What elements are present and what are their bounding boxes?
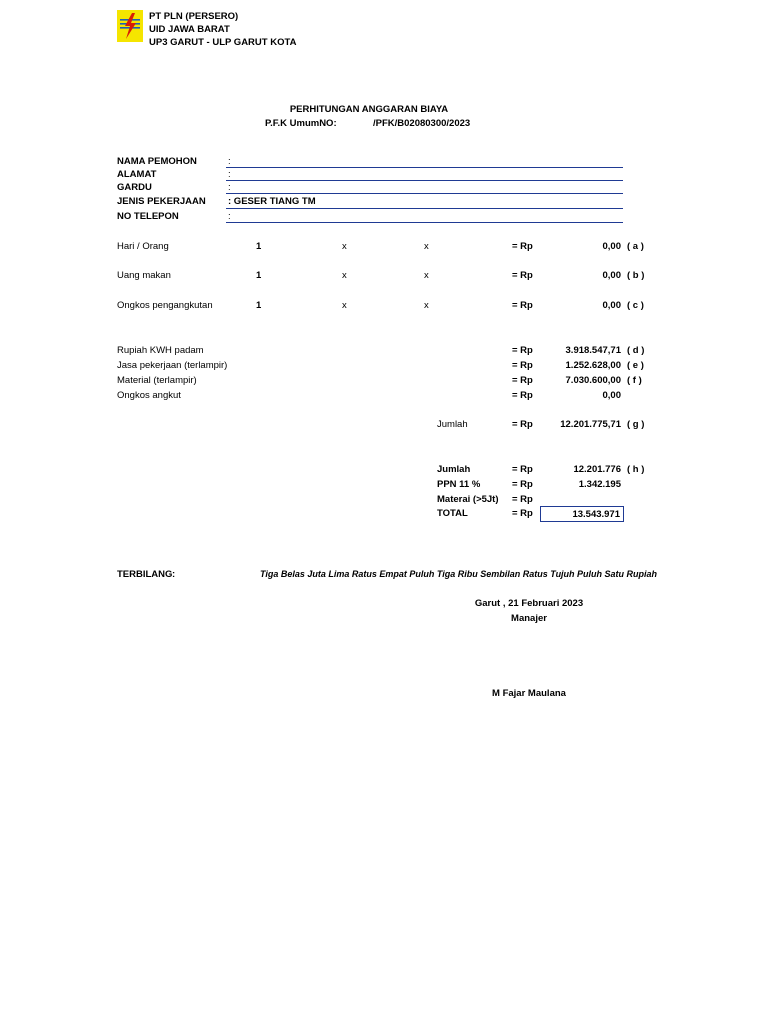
cost-code: ( d ) bbox=[627, 345, 645, 356]
terbilang-label: TERBILANG bbox=[117, 569, 173, 580]
cost-amount: 1.252.628,00 bbox=[565, 360, 621, 371]
job-type-label: JENIS PEKERJAAN bbox=[117, 196, 206, 207]
applicant-name-value: : bbox=[228, 156, 231, 167]
divider bbox=[226, 222, 623, 223]
phone-value: : bbox=[228, 211, 231, 222]
calc-code: ( b ) bbox=[627, 270, 645, 281]
total-eq: = Rp bbox=[512, 508, 533, 519]
pln-lightning-icon bbox=[117, 10, 143, 42]
page-title: PERHITUNGAN ANGGARAN BIAYA bbox=[289, 104, 449, 115]
signer-name: M Fajar Maulana bbox=[492, 688, 566, 699]
divider bbox=[226, 167, 623, 168]
subtotal-eq: = Rp bbox=[512, 419, 533, 430]
summary-label: Jumlah bbox=[437, 464, 471, 475]
calc-label: Ongkos pengangkutan bbox=[117, 300, 213, 311]
calc-multiply: x bbox=[342, 300, 347, 311]
pln-logo bbox=[117, 10, 143, 42]
summary-amount: 12.201.776 bbox=[573, 464, 621, 475]
cost-label: Material (terlampir) bbox=[117, 375, 197, 386]
summary-eq: = Rp bbox=[512, 494, 533, 505]
calc-eq: = Rp bbox=[512, 300, 533, 311]
cost-amount: 0,00 bbox=[602, 390, 621, 401]
pfk-label: P.F.K UmumNO: bbox=[265, 118, 337, 129]
divider bbox=[226, 180, 623, 181]
cost-code: ( e ) bbox=[627, 360, 644, 371]
calc-qty: 1 bbox=[256, 270, 262, 281]
branch-name: UP3 GARUT - ULP GARUT KOTA bbox=[149, 37, 297, 48]
company-name: PT PLN (PERSERO) bbox=[149, 11, 239, 22]
total-amount: 13.543.971 bbox=[540, 506, 624, 522]
calc-label: Hari / Orang bbox=[117, 241, 169, 252]
divider bbox=[226, 208, 623, 209]
applicant-name-label: NAMA PEMOHON bbox=[117, 156, 197, 167]
calc-amount: 0,00 bbox=[602, 241, 621, 252]
calc-qty: 1 bbox=[256, 241, 262, 252]
calc-amount: 0,00 bbox=[602, 270, 621, 281]
cost-label: Ongkos angkut bbox=[117, 390, 181, 401]
subtotal-amount: 12.201.775,71 bbox=[560, 419, 621, 430]
cost-code: ( f ) bbox=[627, 375, 642, 386]
address-value: : bbox=[228, 169, 231, 180]
signer-position: Manajer bbox=[511, 613, 547, 624]
calc-code: ( c ) bbox=[627, 300, 644, 311]
gardu-value: : bbox=[228, 182, 231, 193]
cost-amount: 7.030.600,00 bbox=[565, 375, 621, 386]
terbilang-colon: : bbox=[172, 569, 176, 580]
summary-amount: 1.342.195 bbox=[578, 479, 621, 490]
cost-eq: = Rp bbox=[512, 375, 533, 386]
job-type-value: : GESER TIANG TM bbox=[228, 196, 316, 207]
summary-label: PPN 11 % bbox=[437, 479, 481, 490]
cost-eq: = Rp bbox=[512, 390, 533, 401]
summary-eq: = Rp bbox=[512, 464, 533, 475]
cost-label: Jasa pekerjaan (terlampir) bbox=[117, 360, 228, 371]
place-date: Garut , 21 Februari 2023 bbox=[474, 598, 584, 609]
calc-amount: 0,00 bbox=[602, 300, 621, 311]
summary-code: ( h ) bbox=[627, 464, 645, 475]
calc-label: Uang makan bbox=[117, 270, 171, 281]
subtotal-code: ( g ) bbox=[627, 419, 645, 430]
subtotal-label: Jumlah bbox=[437, 419, 468, 430]
total-label: TOTAL bbox=[437, 508, 468, 519]
cost-label: Rupiah KWH padam bbox=[117, 345, 204, 356]
calc-eq: = Rp bbox=[512, 241, 533, 252]
summary-eq: = Rp bbox=[512, 479, 533, 490]
calc-code: ( a ) bbox=[627, 241, 644, 252]
cost-eq: = Rp bbox=[512, 360, 533, 371]
summary-label: Materai (>5Jt) bbox=[437, 494, 499, 505]
gardu-label: GARDU bbox=[117, 182, 152, 193]
calc-multiply: x bbox=[342, 241, 347, 252]
calc-multiply: x bbox=[424, 270, 429, 281]
calc-multiply: x bbox=[342, 270, 347, 281]
cost-eq: = Rp bbox=[512, 345, 533, 356]
unit-name: UID JAWA BARAT bbox=[149, 24, 230, 35]
divider bbox=[226, 193, 623, 194]
calc-multiply: x bbox=[424, 300, 429, 311]
phone-label: NO TELEPON bbox=[117, 211, 179, 222]
address-label: ALAMAT bbox=[117, 169, 157, 180]
terbilang-text: Tiga Belas Juta Lima Ratus Empat Puluh Tiga Ribu Sembilan Ratus Tujuh Puluh Satu Rupiah bbox=[260, 569, 658, 579]
calc-eq: = Rp bbox=[512, 270, 533, 281]
calc-multiply: x bbox=[424, 241, 429, 252]
cost-amount: 3.918.547,71 bbox=[565, 345, 621, 356]
pfk-number: /PFK/B02080300/2023 bbox=[373, 118, 471, 129]
calc-qty: 1 bbox=[256, 300, 262, 311]
